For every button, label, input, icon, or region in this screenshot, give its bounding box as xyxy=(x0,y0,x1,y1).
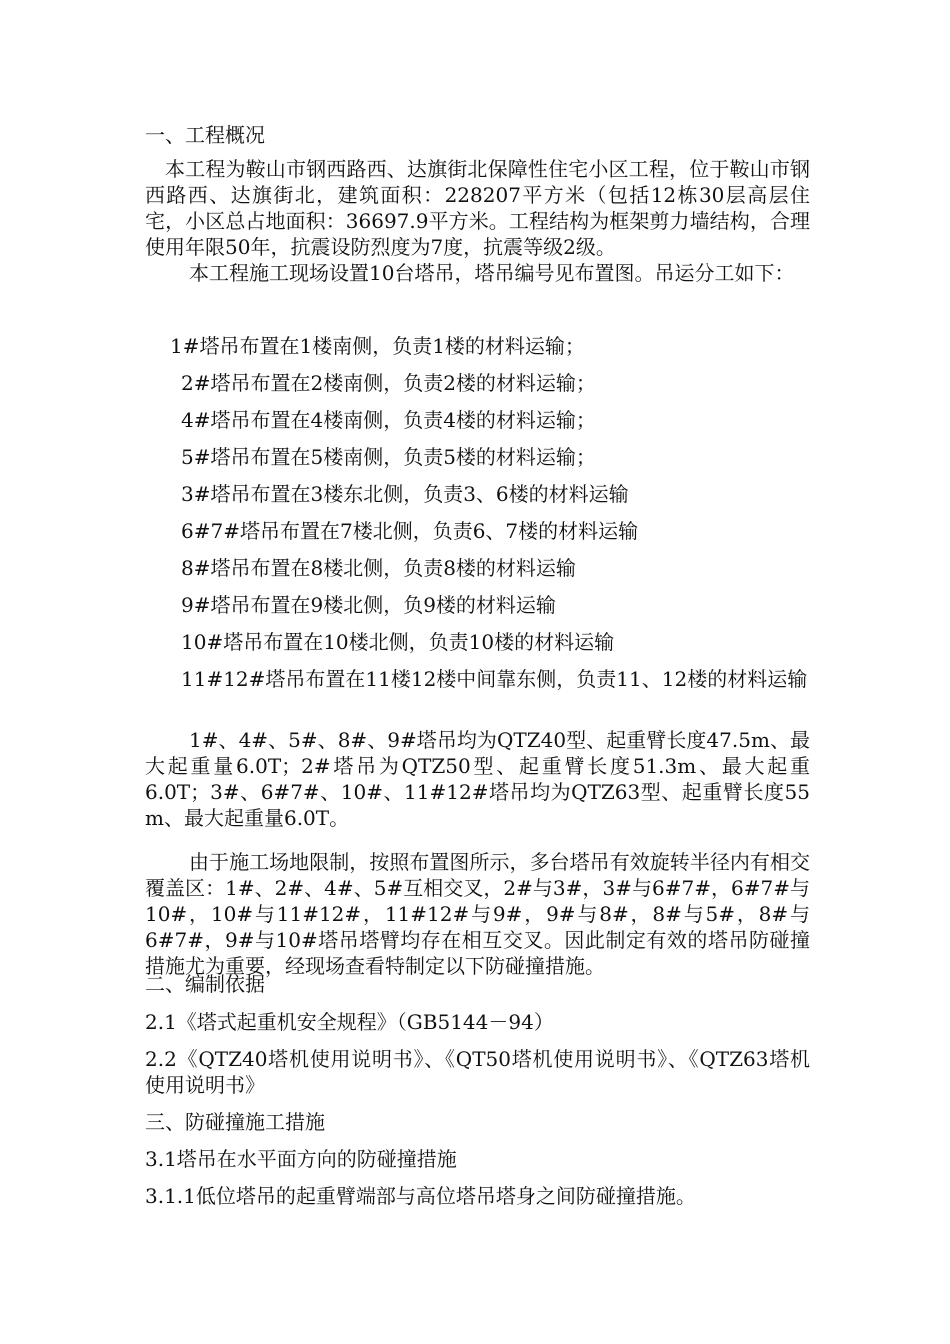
crane-list-item: 8#塔吊布置在8楼北侧，负责8楼的材料运输 xyxy=(181,556,576,580)
crane-list-item: 11#12#塔吊布置在11楼12楼中间靠东侧，负责11、12楼的材料运输 xyxy=(181,667,808,691)
crane-setup-paragraph: 本工程施工现场设置10台塔吊，塔吊编号见布置图。吊运分工如下： xyxy=(189,261,795,285)
crane-list-item: 10#塔吊布置在10楼北侧，负责10楼的材料运输 xyxy=(181,630,615,654)
crane-list-item: 9#塔吊布置在9楼北侧，负9楼的材料运输 xyxy=(181,593,556,617)
overview-paragraph: 本工程为鞍山市钢西路西、达旗街北保障性住宅小区工程，位于鞍山市钢西路西、达旗街北，建筑面积：228207平方米（包括12栋30层高层住宅，小区总占地面积：36697.9平方米。工程结构为框架剪力墙结构，合理使用年限50年，抗震设防烈度为7度，抗震等级2级。 xyxy=(145,157,810,259)
subsection-3-1: 3.1塔吊在水平面方向的防碰撞措施 xyxy=(145,1147,457,1171)
section-3-heading: 三、防碰撞施工措施 xyxy=(145,1110,325,1134)
section-2-heading: 二、编制依据 xyxy=(145,972,265,996)
overlap-paragraph: 由于施工场地限制，按照布置图所示，多台塔吊有效旋转半径内有相交覆盖区：1#、2#、4#、5#互相交叉，2#与3#，3#与6#7#，6#7#与10#，10#与11#12#，11#12#与9#，9#与8#，8#与5#，8#与6#7#，9#与10#塔吊塔臂均存在相互交叉。因此制定有效的塔吊防碰撞措施尤为重要，经现场查看特制定以下防碰撞措施。 xyxy=(145,850,810,978)
reference-item-2: 2.2《QTZ40塔机使用说明书》、《QT50塔机使用说明书》、《QTZ63塔机使用说明书》 xyxy=(145,1047,810,1097)
crane-list-item: 3#塔吊布置在3楼东北侧，负责3、6楼的材料运输 xyxy=(181,482,629,506)
subsection-3-1-1: 3.1.1低位塔吊的起重臂端部与高位塔吊塔身之间防碰撞措施。 xyxy=(145,1184,696,1208)
crane-list-item: 4#塔吊布置在4楼南侧，负责4楼的材料运输； xyxy=(181,408,596,432)
crane-list-item: 5#塔吊布置在5楼南侧，负责5楼的材料运输； xyxy=(181,445,596,469)
crane-model-paragraph: 1#、4#、5#、8#、9#塔吊均为QTZ40型、起重臂长度47.5m、最大起重量6.0T；2#塔吊为QTZ50型、起重臂长度51.3m、最大起重6.0T；3#、6#7#、10#、11#12#塔吊均为QTZ63型、起重臂长度55 m、最大起重量6.0T。 xyxy=(145,728,810,830)
crane-list-item: 6#7#塔吊布置在7楼北侧，负责6、7楼的材料运输 xyxy=(181,519,639,543)
reference-item-1: 2.1《塔式起重机安全规程》（GB5144－94） xyxy=(145,1010,554,1034)
crane-list-item: 1#塔吊布置在1楼南侧，负责1楼的材料运输； xyxy=(170,334,585,358)
crane-list-item: 2#塔吊布置在2楼南侧，负责2楼的材料运输； xyxy=(181,371,596,395)
section-1-heading: 一、工程概况 xyxy=(145,123,265,147)
